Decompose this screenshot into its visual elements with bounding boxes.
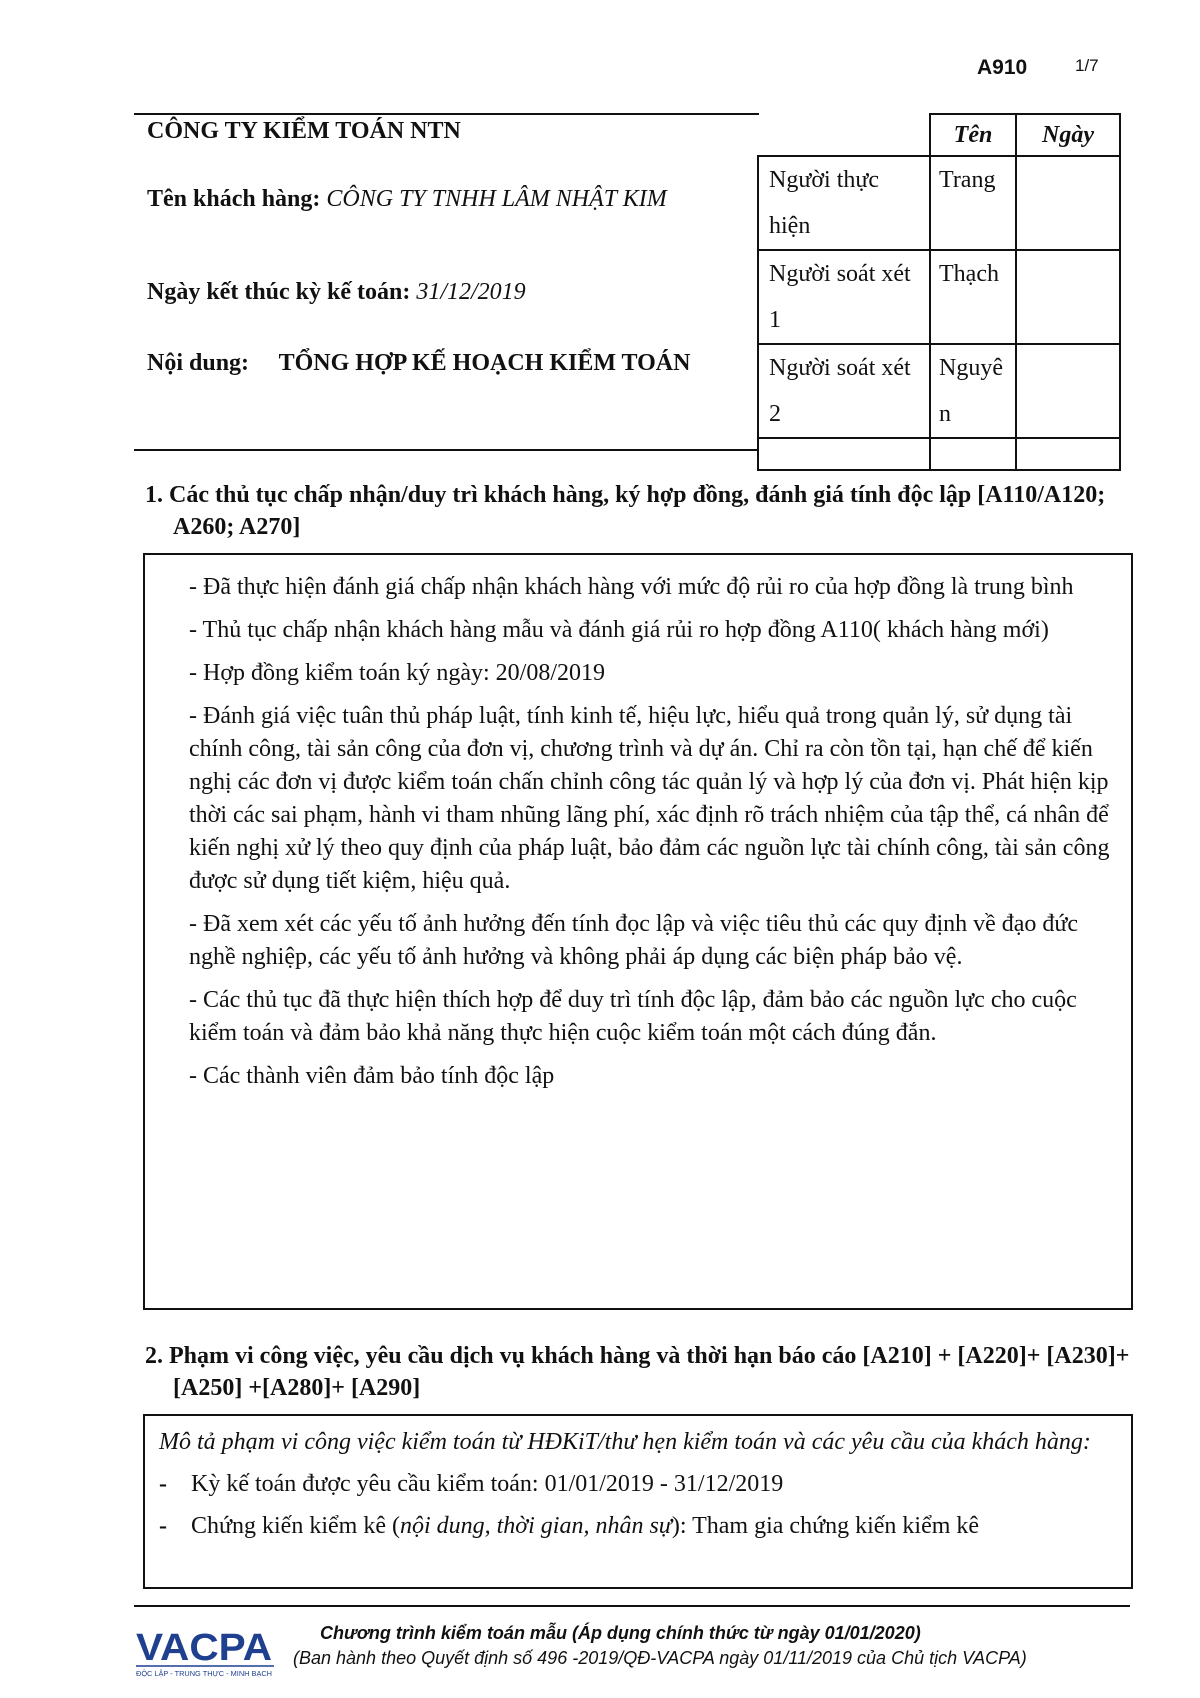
bullet-marker: - <box>159 1513 167 1539</box>
signoff-name: Thạch <box>930 250 1016 344</box>
section2-box <box>143 1414 1133 1589</box>
signoff-row <box>758 250 1120 344</box>
section1-paragraph: - Đánh giá việc tuân thủ pháp luật, tính kinh tế, hiệu lực, hiểu quả trong quản lý, sử dụng tài chính công, tài sản công của đơn vị, chương trình và dự án. Chỉ ra còn tồn tại, hạn chế để kiến nghị các đơn vị được kiểm toán chấn chỉnh công tác quản lý và hợp lý của đơn vị. Phát hiện kịp thời các sai phạm, hành vi tham nhũng lãng phí, xác định rõ trách nhiệm của tập thể, cá nhân để kiến nghị xử lý theo quy định của pháp luật, bảo đảm các nguồn lực tài chính công, tài sản công được sử dụng tiết kiệm, hiệu quả. <box>189 703 1110 894</box>
section2-title: 2. Phạm vi công việc, yêu cầu dịch vụ khách hàng và thời hạn báo cáo [A210] + [A220]+ [A230]+ [A250] +[A280]+ [A290] <box>145 1343 1130 1401</box>
section1-paragraph: - Hợp đồng kiểm toán ký ngày: 20/08/2019 <box>189 660 605 686</box>
signoff-role: Người soát xét 1 <box>758 250 930 344</box>
logo-text: VACPA <box>136 1627 272 1669</box>
signoff-name: Nguyên <box>930 344 1016 438</box>
content-value: TỔNG HỢP KẾ HOẠCH KIỂM TOÁN <box>278 350 691 376</box>
page-number: 1/7 <box>1075 56 1099 75</box>
content-label: Nội dung: <box>147 350 250 376</box>
bullet-marker: - <box>159 1471 167 1497</box>
bullet-text-italic: nội dung, thời gian, nhân sự <box>399 1513 672 1539</box>
signoff-name: Trang <box>930 156 1016 250</box>
signoff-row <box>758 344 1120 438</box>
document-code: A910 <box>977 56 1028 79</box>
section1-paragraph: - Thủ tục chấp nhận khách hàng mẫu và đánh giá rủi ro hợp đồng A110( khách hàng mới) <box>189 617 1049 643</box>
signoff-col-name: Tên <box>930 114 1016 156</box>
signoff-header-row <box>758 114 1120 156</box>
company-name: CÔNG TY KIỂM TOÁN NTN <box>147 118 461 144</box>
bullet-text-start: Chứng kiến kiểm kê ( <box>191 1513 400 1539</box>
logo-tagline: ĐỘC LẬP - TRUNG THỰC - MINH BẠCH <box>136 1671 266 1678</box>
signoff-date <box>1016 250 1120 344</box>
footer-rule <box>134 1605 1130 1607</box>
footer-line2: (Ban hành theo Quyết định số 496 -2019/QĐ-VACPA ngày 01/11/2019 của Chủ tịch VACPA) <box>293 1648 1027 1668</box>
signoff-col-date: Ngày <box>1016 114 1120 156</box>
signoff-table <box>757 113 1121 471</box>
vacpa-logo <box>134 1620 284 1680</box>
signoff-row <box>758 156 1120 250</box>
period-end-value: 31/12/2019 <box>416 279 526 305</box>
section1-paragraph: - Các thành viên đảm bảo tính độc lập <box>189 1063 555 1089</box>
bullet-text: Kỳ kế toán được yêu cầu kiểm toán: 01/01/2019 - 31/12/2019 <box>191 1471 784 1497</box>
signoff-date <box>1016 156 1120 250</box>
section1-paragraph: - Các thủ tục đã thực hiện thích hợp để duy trì tính độc lập, đảm bảo các nguồn lực cho cuộc kiểm toán và đảm bảo khả năng thực hiện cuộc kiểm toán một cách đúng đắn. <box>189 987 1077 1046</box>
bullet-text-end: ): Tham gia chứng kiến kiểm kê <box>671 1513 980 1539</box>
footer-line1: Chương trình kiểm toán mẫu (Áp dụng chính thức từ ngày 01/01/2020) <box>320 1623 921 1643</box>
signoff-role: Người thực hiện <box>758 156 930 250</box>
client-label: Tên khách hàng: <box>147 186 321 212</box>
section1-paragraph: - Đã thực hiện đánh giá chấp nhận khách hàng với mức độ rủi ro của hợp đồng là trung bình <box>189 574 1074 600</box>
client-value: CÔNG TY TNHH LÂM NHẬT KIM <box>326 186 667 212</box>
section1-paragraph: - Đã xem xét các yếu tố ảnh hưởng đến tính đọc lập và việc tiêu thủ các quy định về đạo đức nghề nghiệp, các yếu tố ảnh hưởng và không phải áp dụng các biện pháp bảo vệ. <box>189 911 1079 970</box>
client-line <box>147 183 707 215</box>
header-bottom-rule <box>134 449 759 451</box>
bullet-text <box>191 1509 979 1543</box>
section2-bullet <box>159 1467 1111 1501</box>
signoff-empty-row <box>758 438 1120 470</box>
period-end-line <box>147 279 526 306</box>
signoff-role: Người soát xét 2 <box>758 344 930 438</box>
section1-title: 1. Các thủ tục chấp nhận/duy trì khách hàng, ký hợp đồng, đánh giá tính độc lập [A110/A120; A260; A270] <box>145 482 1106 540</box>
section2-bullet <box>159 1509 1111 1543</box>
section1-box <box>143 553 1133 1310</box>
signoff-corner <box>758 114 930 156</box>
period-end-label: Ngày kết thúc kỳ kế toán: <box>147 279 411 305</box>
section2-intro: Mô tả phạm vi công việc kiểm toán từ HĐKiT/thư hẹn kiểm toán và các yêu cầu của khách hàng: <box>159 1429 1091 1455</box>
header-top-rule <box>134 113 759 115</box>
content-line <box>147 347 747 379</box>
signoff-date <box>1016 344 1120 438</box>
